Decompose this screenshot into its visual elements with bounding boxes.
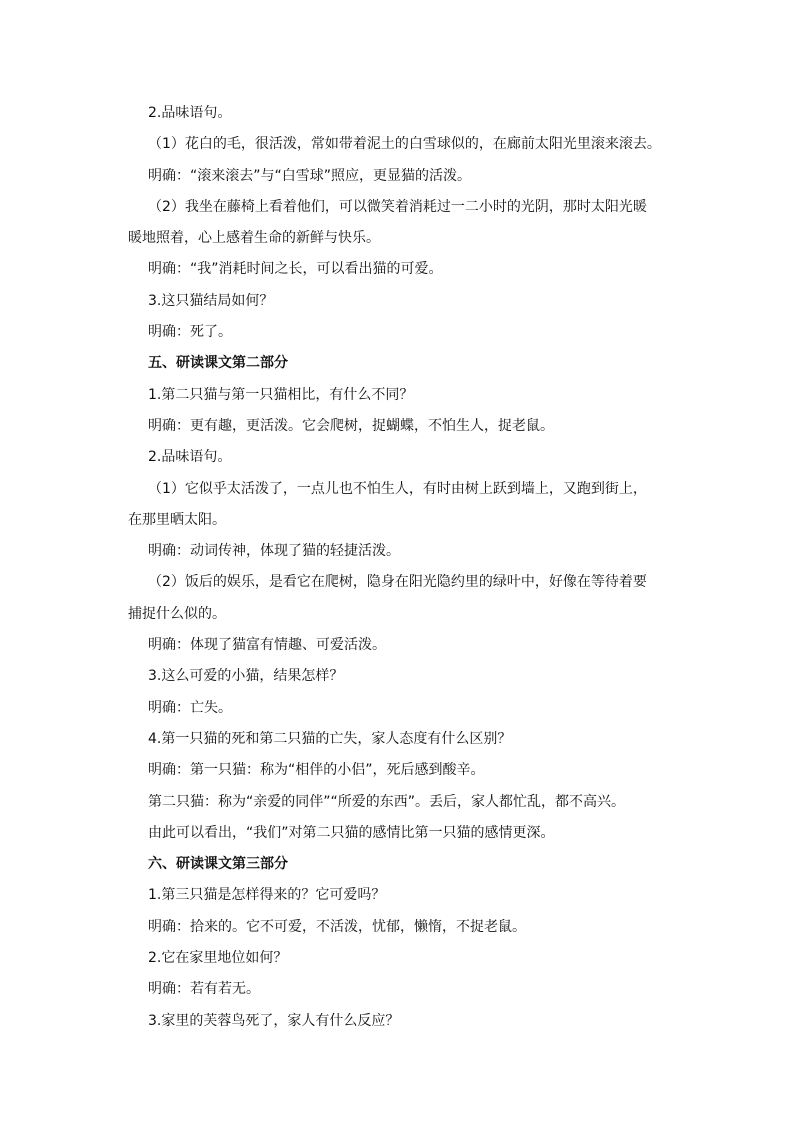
question-line: 2.它在家里地位如何？ (148, 950, 288, 967)
quote-paragraph: （1）它似乎太活泼了，一点儿也不怕生人，有时由树上跃到墙上，又跑到街上，在那里晒太阳。 (128, 480, 647, 528)
section-heading: 六、研读课文第三部分 (148, 856, 288, 873)
document-body (128, 98, 668, 1037)
answer-line: 明确：体现了猫富有情趣、可爱活泼。 (148, 637, 386, 654)
answer-line: 明确：拾来的。它不可爱，不活泼，忧郁，懒惰，不捉老鼠。 (148, 918, 526, 935)
answer-line: 明确：“我”消耗时间之长，可以看出猫的可爱。 (148, 261, 443, 278)
question-line: 3.这么可爱的小猫，结果怎样？ (148, 668, 344, 685)
question-line: 4.第一只猫的死和第二只猫的亡失，家人态度有什么区别？ (148, 730, 512, 747)
answer-line: 明确：若有若无。 (148, 981, 260, 998)
quote-paragraph: （2）我坐在藤椅上看着他们，可以微笑着消耗过一二小时的光阴，那时太阳光暖暖地照着，心上感着生命的新鲜与快乐。 (128, 198, 647, 247)
answer-line: 明确：亡失。 (148, 699, 232, 716)
question-line: 3.这只猫结局如何？ (148, 292, 274, 309)
answer-line: 第二只猫：称为“亲爱的同伴”“所爱的东西”。丢后，家人都忙乱，都不高兴。 (148, 793, 626, 810)
question-line: 2.品味语句。 (148, 449, 232, 466)
answer-line: 明确：动词传神，体现了猫的轻捷活泼。 (148, 543, 400, 560)
section-heading: 五、研读课文第二部分 (148, 355, 288, 372)
answer-line: 明确：死了。 (148, 324, 232, 341)
answer-line: 明确：更有趣，更活泼。它会爬树，捉蝴蝶，不怕生人，捉老鼠。 (148, 417, 554, 434)
answer-line: 明确：“滚来滚去”与“白雪球”照应，更显猫的活泼。 (148, 167, 472, 184)
conclusion-line: 由此可以看出，“我们”对第二只猫的感情比第一只猫的感情更深。 (148, 824, 555, 841)
question-line: 2.品味语句。 (148, 105, 232, 121)
quote-paragraph: （2）饭后的娱乐，是看它在爬树，隐身在阳光隐约里的绿叶中，好像在等待着要捕捉什么似的。 (128, 574, 647, 622)
question-line: 1.第二只猫与第一只猫相比，有什么不同？ (148, 386, 414, 403)
answer-line: 明确：第一只猫：称为“相伴的小侣”，死后感到酸辛。 (148, 762, 485, 779)
quote-line: （1）花白的毛，很活泼，常如带着泥土的白雪球似的，在廊前太阳光里滚来滚去。 (148, 136, 661, 153)
question-line: 3.家里的芙蓉鸟死了，家人有什么反应？ (148, 1012, 400, 1029)
question-line: 1.第三只猫是怎样得来的？它可爱吗？ (148, 887, 386, 904)
